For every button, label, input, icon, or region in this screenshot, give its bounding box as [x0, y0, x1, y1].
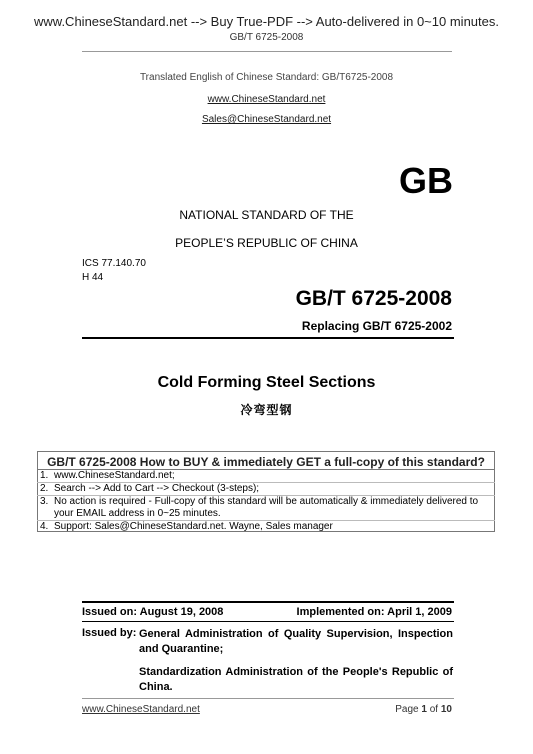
issuer-2: Standardization Administration of the People's Republic of China. [139, 666, 453, 693]
buy-steps-list [37, 470, 495, 533]
page-current: 1 [421, 704, 427, 715]
step-number: 4. [40, 521, 49, 532]
issued-on-date: Issued on: August 19, 2008 [82, 606, 224, 618]
standard-number: GB/T 6725-2008 [295, 287, 452, 310]
step-number: 3. [40, 496, 49, 507]
buy-step [37, 496, 495, 521]
document-title-chinese: 冷弯型钢 [240, 403, 293, 417]
header-promo: www.ChineseStandard.net --> Buy True-PDF --> Auto-delivered in 0~10 minutes. [34, 14, 499, 29]
buy-step [37, 521, 495, 533]
national-line-1: NATIONAL STANDARD OF THE [179, 208, 354, 222]
h-code: H 44 [82, 272, 104, 283]
page-indicator [395, 704, 452, 715]
step-number: 1. [40, 470, 49, 481]
national-line-2: PEOPLE’S REPUBLIC OF CHINA [175, 236, 358, 250]
implemented-on-date: Implemented on: April 1, 2009 [296, 606, 452, 618]
page-of: of [429, 704, 439, 715]
issued-by-label: Issued by: [82, 627, 137, 639]
issued-by-list [139, 627, 453, 703]
gb-mark: GB [399, 160, 453, 201]
step-number: 2. [40, 483, 49, 494]
title-divider [82, 337, 454, 339]
page-total: 10 [440, 704, 452, 715]
issue-top-divider [82, 601, 454, 603]
step-text: Search --> Add to Cart --> Checkout (3-steps); [54, 483, 260, 494]
buy-step [37, 470, 495, 483]
replacing-note: Replacing GB/T 6725-2002 [301, 319, 452, 333]
document-title: Cold Forming Steel Sections [157, 374, 376, 391]
buy-step [37, 483, 495, 496]
website-link[interactable]: www.ChineseStandard.net [207, 94, 326, 105]
step-text: Support: Sales@ChineseStandard.net. Wayne, Sales manager [54, 521, 333, 532]
issuer-1: General Administration of Quality Supervision, Inspection and Quarantine; [139, 628, 453, 655]
buy-box-heading: GB/T 6725-2008 How to BUY & immediately GET a full-copy of this standard? [47, 455, 485, 469]
translated-note: Translated English of Chinese Standard: GB/T6725-2008 [139, 72, 394, 83]
footer-website-link[interactable]: www.ChineseStandard.net [82, 704, 200, 715]
issue-bottom-divider [82, 621, 454, 622]
ics-code: ICS 77.140.70 [82, 258, 146, 269]
step-text[interactable]: www.ChineseStandard.net; [54, 470, 175, 481]
header-doc-code: GB/T 6725-2008 [229, 32, 304, 43]
footer-divider [82, 698, 454, 699]
page-label: Page [395, 704, 419, 715]
email-link[interactable]: Sales@ChineseStandard.net [201, 114, 332, 125]
header-divider [82, 51, 452, 52]
step-text: No action is required - Full-copy of this standard will be automatically & immediately delivered to your EMAIL address in 0~25 minutes. [54, 496, 479, 519]
